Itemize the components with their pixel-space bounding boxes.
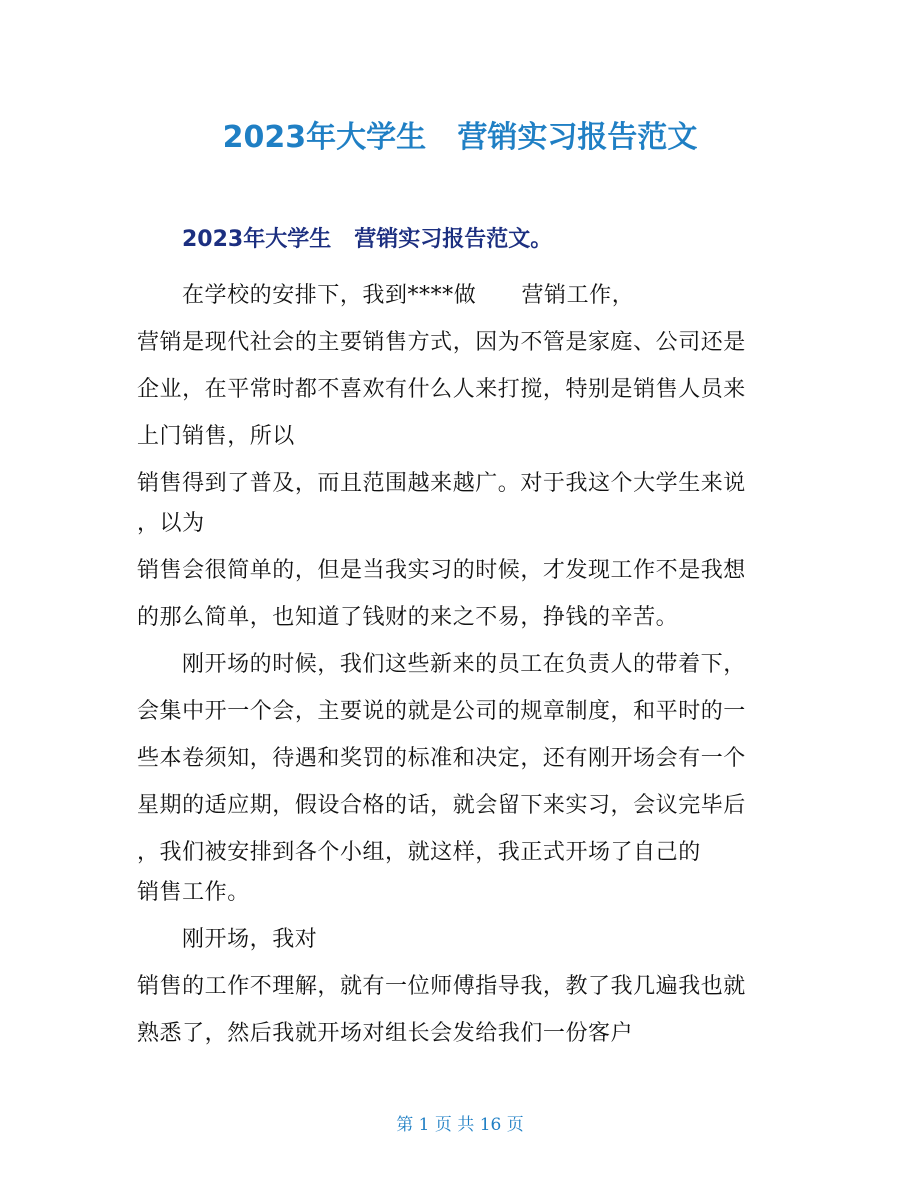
page-footer: 第 1 页 共 16 页 [396, 1115, 524, 1135]
document-title: 2023年大学生 营销实习报告范文 [222, 120, 698, 155]
document-subtitle: 2023年大学生 营销实习报告范文。 [182, 227, 553, 252]
body-line-15: 刚开场，我对 [182, 927, 318, 952]
body-line-17: 熟悉了，然后我就开场对组长会发给我们一份客户 [137, 1021, 634, 1046]
body-line-7: 销售会很简单的，但是当我实习的时候，才发现工作不是我想 [137, 558, 746, 583]
body-line-3: 企业，在平常时都不喜欢有什么人来打搅，特别是销售人员来 [137, 377, 746, 402]
body-line-11: 些本卷须知，待遇和奖罚的标准和决定，还有刚开场会有一个 [137, 746, 746, 771]
body-line-10: 会集中开一个会，主要说的就是公司的规章制度，和平时的一 [137, 699, 746, 724]
body-line-13: ，我们被安排到各个小组，就这样，我正式开场了自己的 [137, 840, 701, 865]
body-line-2: 营销是现代社会的主要销售方式，因为不管是家庭、公司还是 [137, 330, 746, 355]
body-line-6: ，以为 [137, 511, 205, 536]
body-line-16: 销售的工作不理解，就有一位师傅指导我，教了我几遍我也就 [137, 974, 746, 999]
body-line-4: 上门销售，所以 [137, 424, 295, 449]
body-line-1: 在学校的安排下，我到****做 营销工作， [182, 283, 635, 308]
body-line-9: 刚开场的时候，我们这些新来的员工在负责人的带着下， [182, 652, 746, 677]
body-line-12: 星期的适应期，假设合格的话，就会留下来实习，会议完毕后 [137, 793, 746, 818]
body-line-8: 的那么简单，也知道了钱财的来之不易，挣钱的辛苦。 [137, 605, 679, 630]
body-line-5: 销售得到了普及，而且范围越来越广。对于我这个大学生来说 [137, 471, 746, 496]
body-line-14: 销售工作。 [137, 880, 250, 905]
